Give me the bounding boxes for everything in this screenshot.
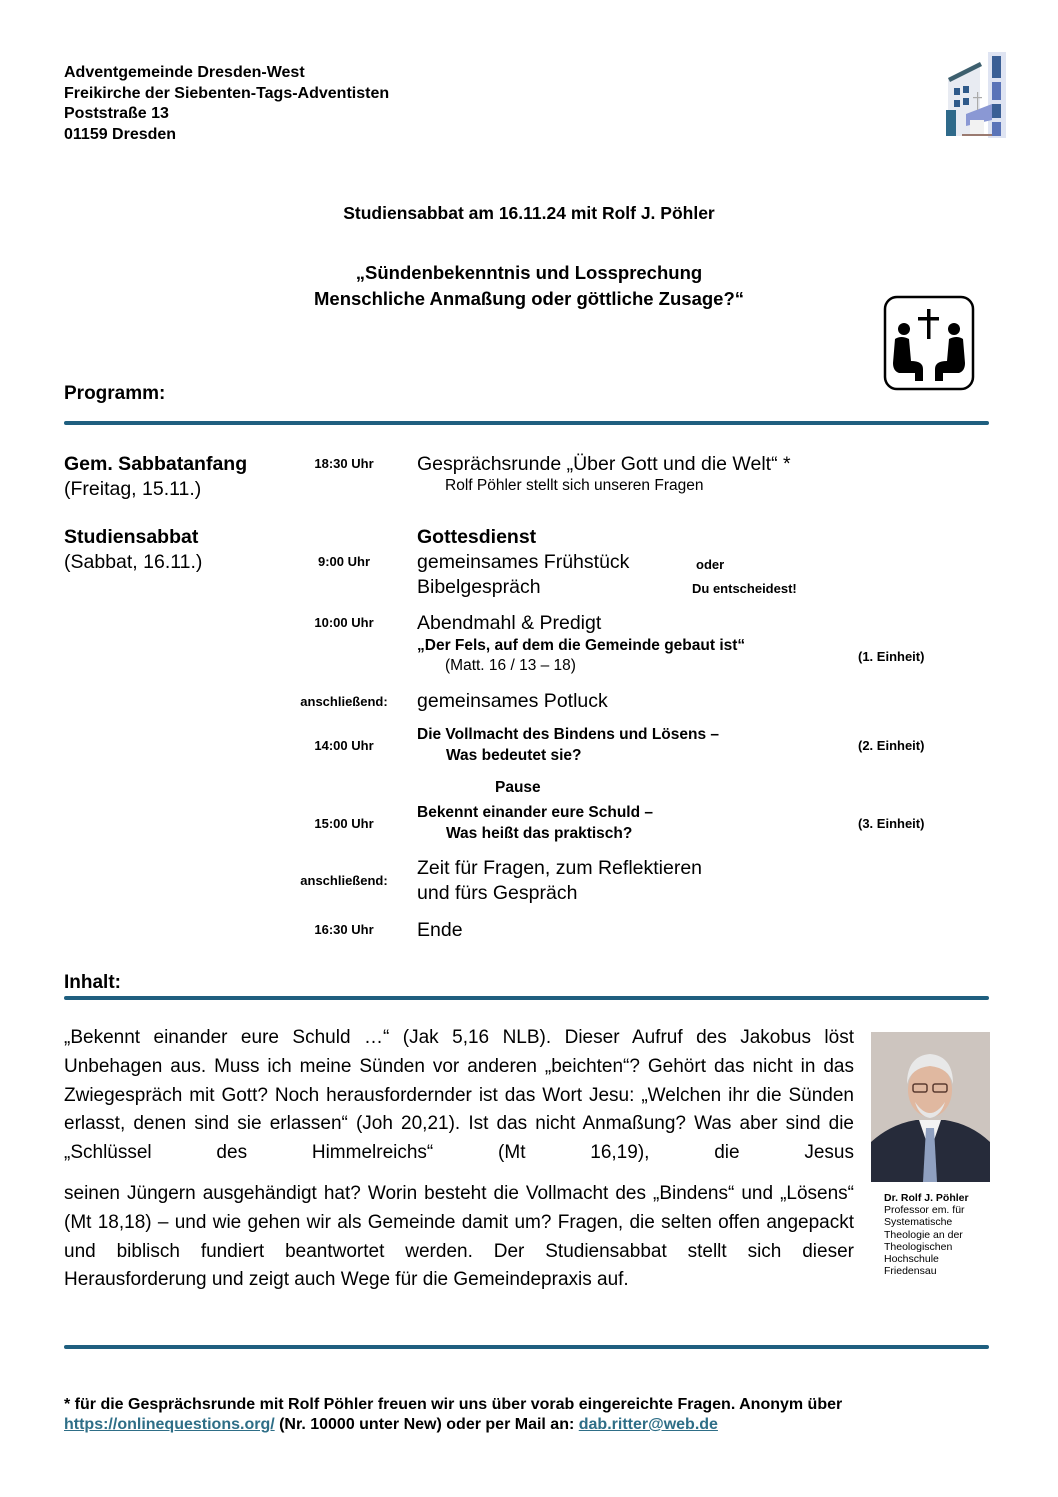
sermon-reference: (Matt. 16 / 13 – 18) <box>445 657 576 674</box>
speaker-photo <box>871 1032 990 1182</box>
caption-line: Theologie an der <box>884 1228 963 1241</box>
event-title: Studiensabbat am 16.11.24 mit Rolf J. Pöhler <box>343 203 715 223</box>
caption-line: Friedensau <box>884 1265 937 1278</box>
church-building-logo-icon <box>940 48 1010 140</box>
address-line: 01159 Dresden <box>64 125 177 143</box>
speaker-portrait-icon <box>871 1032 990 1182</box>
address-line: Freikirche der Siebenten-Tags-Adventisten <box>64 84 390 102</box>
address-line: Poststraße 13 <box>64 105 169 122</box>
event-gespraechsrunde-sub: Rolf Pöhler stellt sich unseren Fragen <box>445 477 704 494</box>
program-heading: Programm: <box>64 383 166 404</box>
footnote <box>64 1395 994 1435</box>
pause-label: Pause <box>495 779 541 796</box>
event-abendmahl-predigt: Abendmahl & Predigt <box>417 612 602 634</box>
session-2-line-2: Was bedeutet sie? <box>446 747 582 764</box>
counseling-cross-pictogram-icon <box>883 295 975 391</box>
footnote-text-1: * für die Gesprächsrunde mit Rolf Pöhler freuen wir uns über vorab eingereichte Fragen. Anonym über <box>64 1396 843 1413</box>
session-3-line-2: Was heißt das praktisch? <box>446 825 633 842</box>
caption-line: Systematische <box>884 1216 953 1229</box>
footnote-text-2: (Nr. 10000 unter New) oder per Mail an: <box>274 1416 579 1433</box>
caption-line: Professor em. für <box>884 1204 965 1217</box>
event-fragen-line-1: Zeit für Fragen, zum Reflektieren <box>417 857 703 879</box>
event-ende: Ende <box>417 919 463 941</box>
church-address <box>64 63 389 145</box>
time-1830: 18:30 Uhr <box>314 456 374 471</box>
day-title-sabbat: Studiensabbat <box>64 526 199 548</box>
address-line: Adventgemeinde Dresden-West <box>64 64 305 81</box>
onlinequestions-link[interactable]: https://onlinequestions.org/ <box>64 1416 275 1433</box>
day-date-friday: (Freitag, 15.11.) <box>64 478 202 500</box>
divider <box>64 1345 989 1349</box>
event-gespraechsrunde: Gesprächsrunde „Über Gott und die Welt“ * <box>417 453 791 475</box>
event-bibelgespraech: Bibelgespräch <box>417 576 541 598</box>
sermon-title: „Der Fels, auf dem die Gemeinde gebaut ist“ <box>417 637 746 654</box>
day-date-sabbat: (Sabbat, 16.11.) <box>64 551 203 573</box>
note-du-entscheidest: Du entscheidest! <box>692 581 797 596</box>
unit-3: (3. Einheit) <box>858 816 925 831</box>
subtitle-line-1: „Sündenbekenntnis und Lossprechung <box>355 262 703 283</box>
time-1500: 15:00 Uhr <box>314 816 374 831</box>
time-1630: 16:30 Uhr <box>314 922 374 937</box>
day-title-friday: Gem. Sabbatanfang <box>64 453 248 475</box>
caption-name: Dr. Rolf J. Pöhler <box>884 1192 969 1204</box>
session-3-line-1: Bekennt einander eure Schuld – <box>417 804 654 821</box>
divider <box>64 421 989 425</box>
divider <box>64 996 989 1000</box>
time-1000: 10:00 Uhr <box>314 615 374 630</box>
time-1400: 14:00 Uhr <box>314 738 374 753</box>
time-anschliessend-2: anschließend: <box>300 873 388 888</box>
content-heading: Inhalt: <box>64 972 121 993</box>
photo-caption <box>884 1192 994 1277</box>
email-link[interactable]: dab.ritter@web.de <box>578 1416 718 1433</box>
subtitle-line-2: Menschliche Anmaßung oder göttliche Zusage?“ <box>314 288 744 309</box>
gottesdienst-heading: Gottesdienst <box>417 526 537 548</box>
note-oder: oder <box>696 557 725 572</box>
content-paragraph-1: „Bekennt einander eure Schuld …“ (Jak 5,16 NLB). Dieser Aufruf des Jakobus löst Unbehagen aus. Muss ich meine Sünden vor anderen „beichten“? Gehört das nicht in das Zwiegespräch mit Gott? Noch herausfordernder ist das Wort Jesu: „Welchen ihr die Sünden erlasst, denen sind sie erlassen“ (Joh 20,21). Ist das nicht Anmaßung? Was aber sind die „Schlüssel des Himmelreichs“ (Mt 16,19), die Jesus <box>64 1027 854 1164</box>
caption-line: Hochschule <box>884 1253 939 1266</box>
time-0900: 9:00 Uhr <box>317 554 371 569</box>
unit-2: (2. Einheit) <box>858 738 925 753</box>
unit-1: (1. Einheit) <box>858 649 925 664</box>
event-potluck: gemeinsames Potluck <box>417 690 608 712</box>
event-fragen-line-2: und fürs Gespräch <box>417 882 578 904</box>
event-fruehstueck: gemeinsames Frühstück <box>417 551 630 573</box>
caption-line: Theologischen <box>884 1240 953 1253</box>
session-2-line-1: Die Vollmacht des Bindens und Lösens – <box>417 726 720 743</box>
time-anschliessend-1: anschließend: <box>300 694 388 709</box>
content-paragraph-2: seinen Jüngern ausgehändigt hat? Worin besteht die Vollmacht des „Bindens“ und „Lösens“ (Mt 18,18) – und wie gehen wir als Gemeinde damit um? Fragen, die selten offen angepackt und biblisch fundiert beantwortet werden. Der Studiensabbat stellt sich dieser Herausforderung und zeigt auch Wege für die Gemeindepraxis auf. <box>64 1183 854 1291</box>
